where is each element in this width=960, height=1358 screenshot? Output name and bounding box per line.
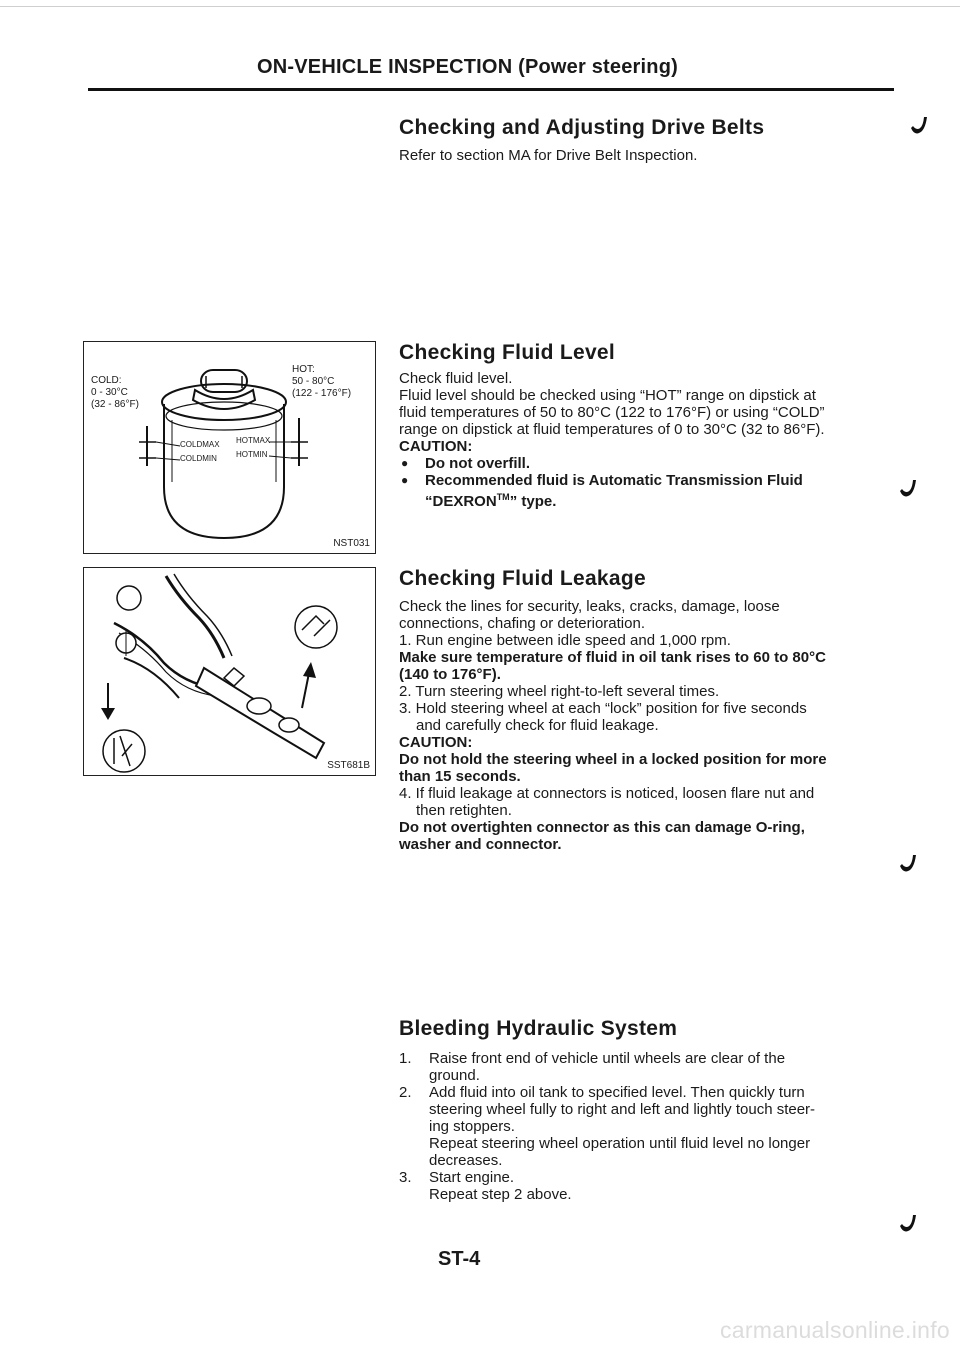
- figure-steering-lines: [83, 567, 376, 776]
- hot-label: HOT:: [292, 364, 315, 375]
- dexron-close: ” type.: [509, 493, 557, 510]
- page-header-title: ON-VEHICLE INSPECTION (Power steering): [257, 56, 678, 78]
- bleeding-step-2e: decreases.: [429, 1152, 503, 1169]
- figure-reservoir-dipstick: [83, 341, 376, 554]
- revision-check-mark-icon: [897, 477, 919, 499]
- revision-check-mark-icon: [908, 114, 930, 136]
- revision-check-mark-icon: [897, 852, 919, 874]
- cold-label: COLD:: [91, 375, 122, 386]
- fluid-level-caution: CAUTION:: [399, 438, 473, 455]
- figure-code-nst031: NST031: [333, 538, 370, 549]
- bullet-text-1: Do not overfill.: [425, 455, 530, 472]
- bullet-recommended-fluid: [399, 472, 899, 489]
- bleeding-step-2d: Repeat steering wheel operation until fluid level no longer: [429, 1135, 811, 1152]
- bleeding-step-3b: Repeat step 2 above.: [429, 1186, 572, 1203]
- bleeding-step-3: [399, 1169, 899, 1203]
- leakage-step-4a: 4. If fluid leakage at connectors is noticed, loosen flare nut and: [399, 785, 815, 802]
- leakage-warning-2: washer and connector.: [399, 836, 562, 853]
- bleeding-body: [399, 1050, 899, 1203]
- reservoir-illustration: [84, 342, 375, 553]
- hotmax-mark: HOTMAX: [236, 436, 271, 445]
- leakage-bold-2: (140 to 176°F).: [399, 666, 501, 683]
- section-title-drive-belts: Checking and Adjusting Drive Belts: [399, 116, 765, 139]
- hotmin-mark: HOTMIN: [236, 450, 268, 459]
- cold-range-celsius: 0 - 30°C: [91, 387, 128, 398]
- fluid-level-line-2: Fluid level should be checked using “HOT” range on dipstick at: [399, 387, 816, 404]
- bleeding-num-3: 3.: [399, 1169, 412, 1186]
- leakage-caution: CAUTION:: [399, 734, 473, 751]
- fluid-level-body: [399, 370, 899, 510]
- fluid-level-line-4: range on dipstick at fluid temperatures of 0 to 30°C (32 to 86°F).: [399, 421, 825, 438]
- dexron-tm: TM: [496, 492, 510, 502]
- figure-code-sst681b: SST681B: [327, 760, 370, 771]
- dexron-open: “DEXRON: [425, 493, 497, 510]
- bleeding-step-1b: ground.: [429, 1067, 480, 1084]
- top-border-line: [0, 6, 960, 7]
- coldmax-mark: COLDMAX: [180, 440, 220, 449]
- leakage-step-1: 1. Run engine between idle speed and 1,000 rpm.: [399, 632, 731, 649]
- leakage-caution-1: Do not hold the steering wheel in a locked position for more: [399, 751, 827, 768]
- leakage-bold-1: Make sure temperature of fluid in oil tank rises to 60 to 80°C: [399, 649, 826, 666]
- leakage-step-2: 2. Turn steering wheel right-to-left several times.: [399, 683, 720, 700]
- leakage-step-3b: and carefully check for fluid leakage.: [416, 717, 659, 734]
- bleeding-step-2b: steering wheel fully to right and left and lightly touch steer-: [429, 1101, 816, 1118]
- section-title-fluid-leakage: Checking Fluid Leakage: [399, 567, 646, 590]
- leakage-line-1: Check the lines for security, leaks, cracks, damage, loose: [399, 598, 780, 615]
- hot-range-fahrenheit: (122 - 176°F): [292, 388, 352, 399]
- section-title-fluid-level: Checking Fluid Level: [399, 341, 616, 364]
- bleeding-num-2: 2.: [399, 1084, 412, 1101]
- footer-watermark: carmanualsonline.info: [719, 1317, 950, 1343]
- bleeding-step-2c: ing stoppers.: [429, 1118, 515, 1135]
- header-rule: [88, 88, 894, 91]
- bleeding-step-3a: Start engine.: [429, 1169, 515, 1186]
- bleeding-step-1: [399, 1050, 899, 1084]
- hot-range-celsius: 50 - 80°C: [292, 376, 335, 387]
- page-number: ST-4: [438, 1248, 481, 1270]
- bleeding-step-1a: Raise front end of vehicle until wheels are clear of the: [429, 1050, 786, 1067]
- bullet-recommended-fluid-cont: [399, 489, 899, 510]
- leakage-step-4b: then retighten.: [416, 802, 512, 819]
- bleeding-step-2a: Add fluid into oil tank to specified level. Then quickly turn: [429, 1084, 805, 1101]
- fluid-level-line-1: Check fluid level.: [399, 370, 513, 387]
- leakage-step-3a: 3. Hold steering wheel at each “lock” position for five seconds: [399, 700, 807, 717]
- fluid-level-line-3: fluid temperatures of 50 to 80°C (122 to 176°F) or using “COLD”: [399, 404, 825, 421]
- drive-belts-text: Refer to section MA for Drive Belt Inspection.: [399, 147, 698, 164]
- steering-gear-illustration: [84, 568, 375, 775]
- fluid-leakage-body: [399, 598, 899, 853]
- cold-range-fahrenheit: (32 - 86°F): [91, 399, 139, 410]
- bullet-text-2a: Recommended fluid is Automatic Transmission Fluid: [425, 472, 803, 489]
- leakage-caution-2: than 15 seconds.: [399, 768, 521, 785]
- bleeding-num-1: 1.: [399, 1050, 412, 1067]
- revision-check-mark-icon: [897, 1212, 919, 1234]
- section-title-bleeding: Bleeding Hydraulic System: [399, 1017, 678, 1040]
- coldmin-mark: COLDMIN: [180, 454, 217, 463]
- bleeding-step-2: [399, 1084, 899, 1169]
- leakage-line-2: connections, chafing or deterioration.: [399, 615, 645, 632]
- bullet-do-not-overfill: [399, 455, 899, 472]
- leakage-warning-1: Do not overtighten connector as this can damage O-ring,: [399, 819, 805, 836]
